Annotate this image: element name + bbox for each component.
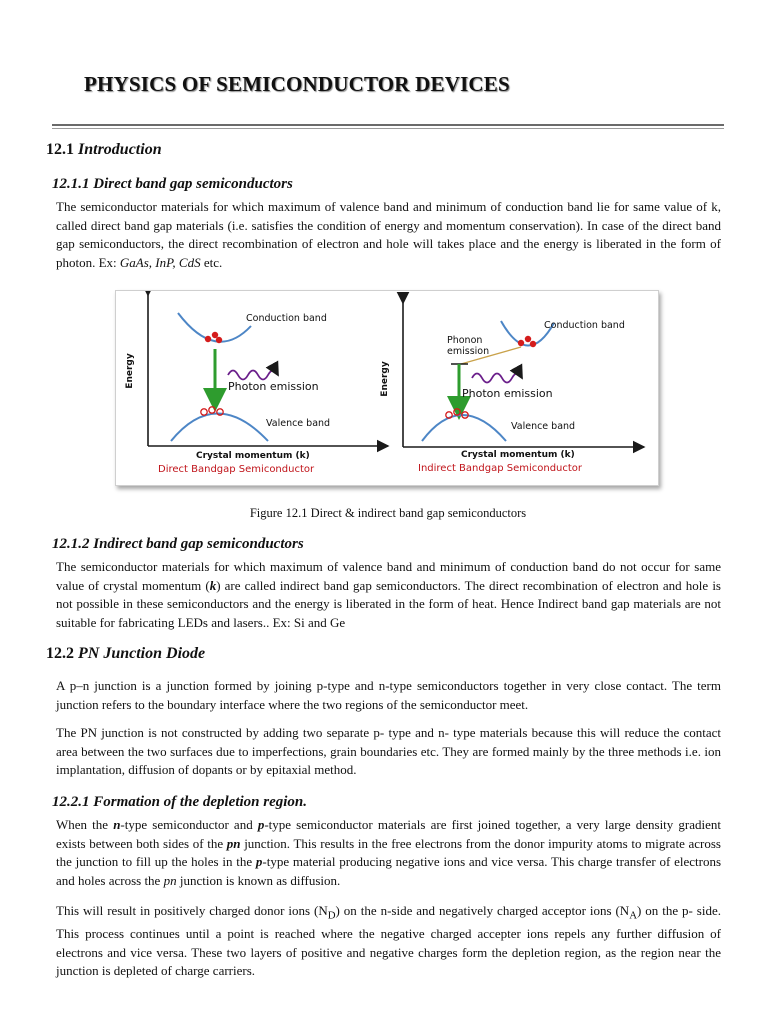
- paragraph-text: The semiconductor materials for which maximum of valence band and minimum of conduction band do not occur for same value of crystal momentum (: [56, 559, 721, 593]
- section-12-2-1-heading: 12.2.1 Formation of the depletion region.: [52, 794, 308, 810]
- electron: [216, 337, 222, 343]
- band-diagram-svg: [116, 291, 658, 485]
- subscript-d: D: [327, 909, 336, 922]
- electron: [212, 332, 218, 338]
- k-symbol: k: [209, 577, 217, 593]
- page-title: PHYSICS OF SEMICONDUCTOR DEVICES: [84, 72, 510, 96]
- electron: [525, 336, 531, 342]
- section-12-1-2-heading: 12.1.2 Indirect band gap semiconductors: [52, 536, 304, 552]
- pn-junction-paragraph-2: The PN junction is not constructed by adding two separate p- type and n- type materials because this will reduce the contact area between the two surfaces due to imperfections, grain boundaries etc. They are formed mainly by the three methods i.e. ion implantation, diffusion of dopants or by epitaxial method.: [56, 725, 721, 778]
- depletion-paragraph-2: [56, 902, 721, 981]
- paragraph-text: -type semiconductor materials are first joined together, a very large density gradient exists between both sides of the: [56, 817, 722, 851]
- paragraph-text: -type semiconductor and: [120, 817, 258, 832]
- depletion-paragraph-1: [56, 816, 721, 890]
- section-12-1-1-heading: 12.1.1 Direct band gap semiconductors: [52, 176, 293, 192]
- section-title: Introduction: [78, 141, 162, 158]
- phonon-label-2: emission: [447, 346, 490, 357]
- electron: [518, 340, 524, 346]
- paragraph-text: This will result in positively charged donor ions (N: [56, 903, 328, 918]
- title-rule-thin: [52, 128, 724, 129]
- left-energy-label: Energy: [125, 353, 135, 389]
- right-photon-wave: [472, 374, 522, 383]
- p-type-symbol: p: [257, 817, 265, 832]
- section-title: PN Junction Diode: [78, 645, 206, 662]
- paragraph-text: The semiconductor materials for which maximum of valence band and minimum of conduction band lie for same value of k, called direct band gap materials (i.e. satisfies the condition of energy and momentum conservation). In case of the direct band gap semiconductors, the direct recombination of electron and hole will takes place and the energy is liberated in the form of photon. Ex:: [56, 199, 721, 270]
- subscript-a: A: [629, 909, 638, 922]
- paragraph-text: ) are called indirect band gap semiconductors. The direct recombination of electron and hole is not possible in these semiconductors and the energy is liberated in the form of heat. Hence Indirect band gap materials are not suitable for fabricating LEDs and lasers.. Ex: Si and Ge: [56, 577, 721, 630]
- right-conduction-label: Conduction band: [544, 320, 625, 331]
- hole: [454, 409, 460, 415]
- p-type-symbol: p: [255, 854, 263, 870]
- left-photon-wave: [228, 371, 278, 380]
- right-valence-curve: [422, 415, 506, 441]
- section-number: 12.1: [46, 141, 74, 158]
- right-momentum-label: Crystal momentum (k): [461, 450, 575, 460]
- paragraph-text: junction is known as diffusion.: [176, 872, 341, 888]
- direct-panel: [125, 295, 388, 475]
- right-valence-label: Valence band: [511, 421, 576, 432]
- direct-bandgap-title: Direct Bandgap Semiconductor: [158, 464, 315, 475]
- paragraph-text: When the: [56, 817, 114, 832]
- hole: [201, 409, 207, 415]
- pn-symbol: pn: [163, 872, 177, 888]
- paragraph-text: junction. This results in the free electrons from the donor impurity atoms to migrate across the junction to fill up the holes in the: [56, 835, 721, 870]
- indirect-bandgap-title: Indirect Bandgap Semiconductor: [418, 463, 583, 474]
- direct-bandgap-paragraph: [56, 198, 721, 272]
- section-12-1-heading: [46, 141, 162, 159]
- section-number: 12.2: [46, 645, 74, 662]
- left-valence-curve: [171, 414, 268, 442]
- right-photon-label: Photon emission: [462, 387, 553, 400]
- indirect-bandgap-paragraph: [56, 558, 721, 632]
- left-momentum-label: Crystal momentum (k): [196, 451, 310, 461]
- paragraph-text: ) on the p- side. This process continues until a point is reached where the negative charged accepter ions repels any further diffusion of electrons and vice versa. These two layers of positive and negative charges form the depletion region, as the region near the junction is depleted of charge carriers.: [56, 903, 721, 979]
- n-type-symbol: n: [113, 817, 121, 832]
- left-conduction-label: Conduction band: [246, 313, 327, 324]
- paragraph-text: -type material producing negative ions and vice versa. This charge transfer of electrons and holes across the: [56, 854, 721, 888]
- left-photon-label: Photon emission: [228, 380, 319, 393]
- paragraph-text: ) on the n-side and negatively charged acceptor ions (N: [335, 903, 630, 918]
- hole: [209, 407, 215, 413]
- right-energy-label: Energy: [380, 361, 390, 397]
- paragraph-tail: etc.: [200, 254, 223, 270]
- pn-symbol: pn: [226, 835, 241, 851]
- figure-caption: Figure 12.1 Direct & indirect band gap semiconductors: [249, 506, 527, 520]
- electron: [530, 341, 536, 347]
- left-valence-label: Valence band: [266, 418, 331, 429]
- title-rule: [52, 124, 724, 126]
- phonon-label-1: Phonon: [447, 335, 483, 346]
- section-12-2-heading: [46, 645, 205, 663]
- electron: [205, 336, 211, 342]
- band-diagram-figure: [115, 290, 659, 486]
- pn-junction-paragraph-1: A p–n junction is a junction formed by joining p-type and n-type semiconductors together in very close contact. The term junction refers to the boundary interface where the two regions of the semiconductor meet.: [56, 678, 721, 712]
- examples-italic: GaAs, InP, CdS: [119, 254, 201, 270]
- indirect-panel: [380, 303, 644, 474]
